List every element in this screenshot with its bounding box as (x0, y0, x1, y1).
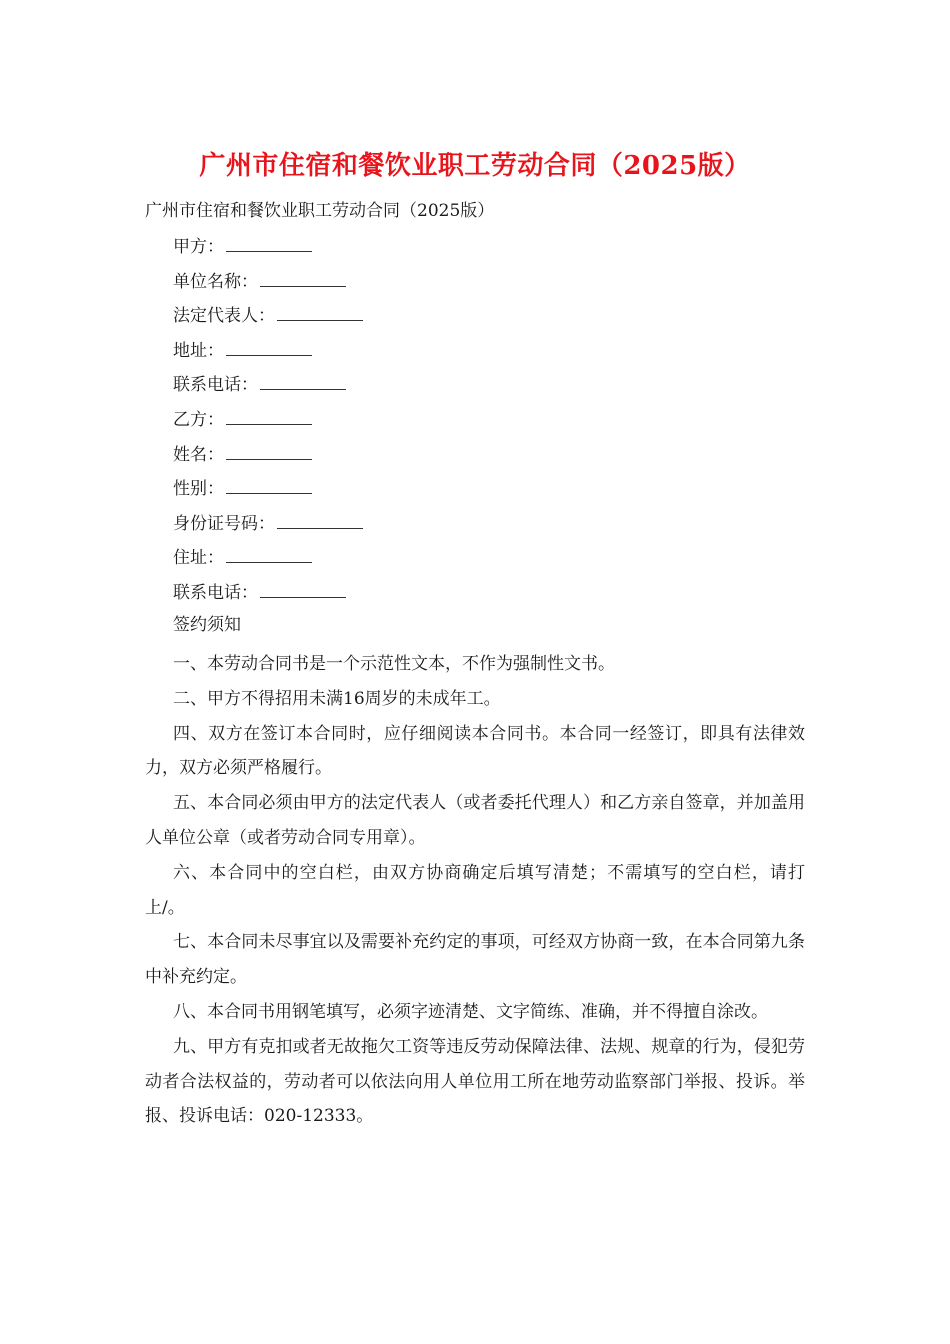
field-label: 乙方： (173, 409, 224, 430)
blank-line (226, 544, 312, 563)
field-label: 性别： (173, 479, 224, 500)
blank-line (226, 441, 312, 460)
field-gender (173, 475, 363, 510)
field-label: 联系电话： (173, 582, 258, 603)
notice-paragraph: 五、本合同必须由甲方的法定代表人（或者委托代理人）和乙方亲自签章，并加盖用人单位公章（或者劳动合同专用章）。 (145, 793, 805, 848)
field-address-b (173, 544, 363, 579)
field-id-number (173, 510, 363, 545)
document-title: 广州市住宿和餐饮业职工劳动合同（2025版） (199, 151, 751, 181)
blank-line (226, 337, 312, 356)
blank-line (226, 475, 312, 494)
document-subtitle: 广州市住宿和餐饮业职工劳动合同（2025版） (145, 201, 495, 221)
field-unit-name (173, 268, 363, 303)
blank-line (260, 371, 346, 390)
field-label: 姓名： (173, 444, 224, 465)
blank-line (260, 268, 346, 287)
notice-paragraph: 八、本合同书用钢笔填写，必须字迹清楚、文字简练、准确，并不得擅自涂改。 (173, 1001, 768, 1022)
notice-paragraph: 七、本合同未尽事宜以及需要补充约定的事项，可经双方协商一致，在本合同第九条中补充约定。 (145, 932, 805, 988)
notice-paragraph: 二、甲方不得招用未满16周岁的未成年工。 (173, 688, 501, 709)
blank-line (226, 406, 312, 425)
party-fields (173, 233, 363, 614)
field-phone-a (173, 371, 363, 406)
field-label: 住址： (173, 548, 224, 569)
notice-paragraph: 四、双方在签订本合同时，应仔细阅读本合同书。本合同一经签订，即具有法律效力，双方必须严格履行。 (145, 723, 805, 779)
field-label: 法定代表人： (173, 306, 275, 327)
notice-paragraph: 一、本劳动合同书是一个示范性文本，不作为强制性文书。 (173, 654, 615, 674)
field-label: 甲方： (173, 237, 224, 257)
blank-line (277, 510, 363, 529)
field-legal-rep (173, 302, 363, 337)
field-address-a (173, 337, 363, 372)
field-label: 身份证号码： (173, 513, 275, 534)
blank-line (260, 579, 346, 598)
field-party-b (173, 406, 363, 441)
notice-body (145, 647, 805, 1134)
notice-paragraph: 六、本合同中的空白栏，由双方协商确定后填写清楚；不需填写的空白栏，请打上/。 (145, 862, 805, 918)
notice-paragraph: 九、甲方有克扣或者无故拖欠工资等违反劳动保障法律、法规、规章的行为，侵犯劳动者合法权益的，劳动者可以依法向用人单位用工所在地劳动监察部门举报、投诉。举报、投诉电话：020-12333。 (145, 1036, 805, 1127)
field-phone-b (173, 579, 363, 614)
field-label: 单位名称： (173, 271, 258, 292)
blank-line (277, 302, 363, 321)
field-name (173, 441, 363, 476)
field-party-a (173, 233, 363, 268)
blank-line (226, 233, 312, 252)
notice-heading: 签约须知 (173, 615, 241, 635)
field-label: 联系电话： (173, 375, 258, 396)
field-label: 地址： (173, 340, 224, 361)
